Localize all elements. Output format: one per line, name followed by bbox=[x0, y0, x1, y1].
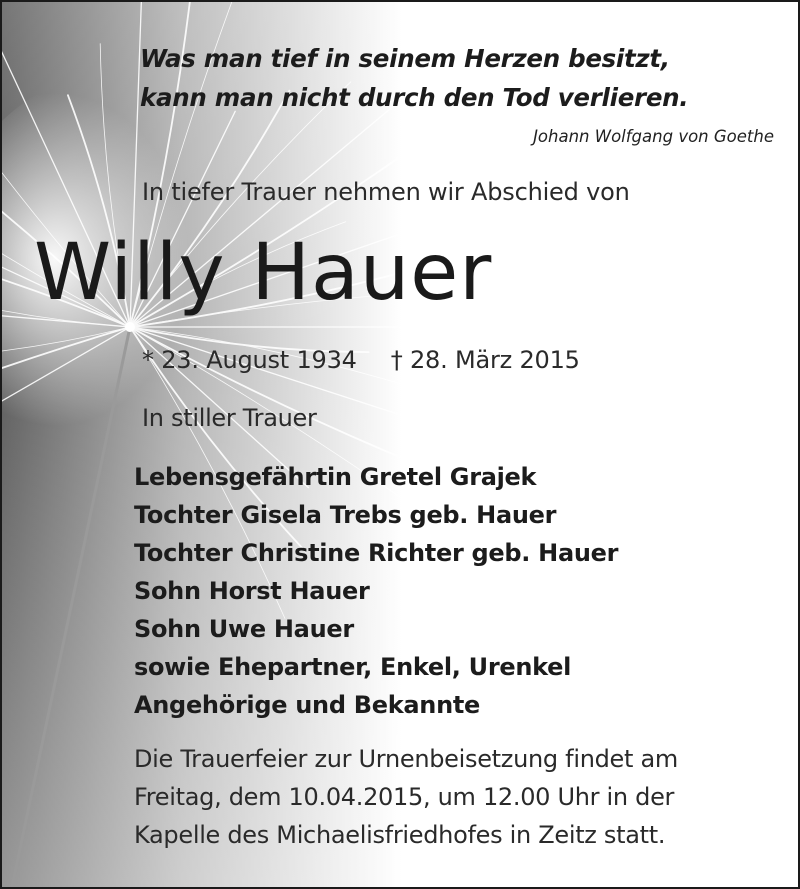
funeral-line: Kapelle des Michaelisfriedhofes in Zeitz statt. bbox=[134, 821, 666, 849]
life-dates bbox=[142, 346, 580, 374]
birth-date: * 23. August 1934 bbox=[142, 346, 357, 374]
quote-line-1: Was man tief in seinem Herzen besitzt, bbox=[140, 44, 670, 73]
mourner-entry: Tochter Gisela Trebs geb. Hauer bbox=[134, 501, 557, 529]
quote-line-2: kann man nicht durch den Tod verlieren. bbox=[140, 83, 689, 112]
funeral-line: Die Trauerfeier zur Urnenbeisetzung findet am bbox=[134, 745, 678, 773]
mourning-intro: In stiller Trauer bbox=[142, 404, 317, 432]
mourner-entry: Lebensgefährtin Gretel Grajek bbox=[134, 463, 537, 491]
mourner-entry: Tochter Christine Richter geb. Hauer bbox=[134, 539, 619, 567]
quote-author: Johann Wolfgang von Goethe bbox=[533, 127, 774, 146]
death-date: † 28. März 2015 bbox=[390, 346, 580, 374]
funeral-line: Freitag, dem 10.04.2015, um 12.00 Uhr in der bbox=[134, 783, 675, 811]
funeral-details bbox=[134, 740, 678, 854]
mourner-entry: Sohn Horst Hauer bbox=[134, 577, 370, 605]
deceased-name: Willy Hauer bbox=[34, 228, 493, 318]
mourner-entry: Angehörige und Bekannte bbox=[134, 691, 481, 719]
mourner-entry: Sohn Uwe Hauer bbox=[134, 615, 354, 643]
farewell-intro: In tiefer Trauer nehmen wir Abschied von bbox=[142, 178, 630, 206]
mourner-entry: sowie Ehepartner, Enkel, Urenkel bbox=[134, 653, 572, 681]
mourners-list bbox=[134, 458, 618, 724]
